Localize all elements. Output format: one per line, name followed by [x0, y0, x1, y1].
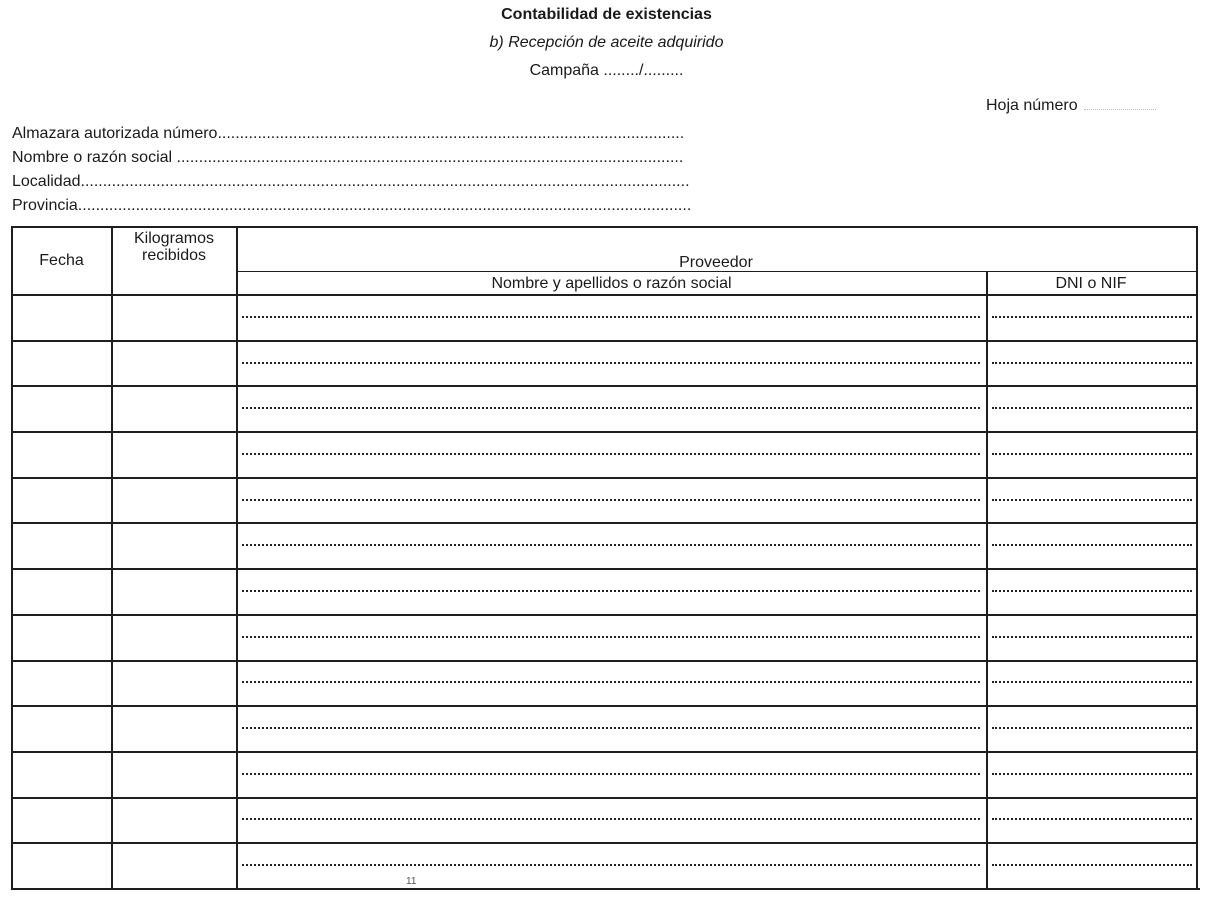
row-nombre-dotted-line[interactable]	[242, 316, 980, 318]
row-nombre-dotted-line[interactable]	[242, 590, 980, 592]
row-dni-dotted-line[interactable]	[992, 407, 1192, 409]
row-dni-dotted-line[interactable]	[992, 590, 1192, 592]
row-divider	[11, 568, 1196, 570]
row-nombre-dotted-line[interactable]	[242, 773, 980, 775]
header-divider-bottom	[11, 294, 1196, 296]
field-localidad[interactable]: Localidad.........................................................................................................................................	[12, 173, 690, 190]
row-nombre-dotted-line[interactable]	[242, 544, 980, 546]
row-divider	[11, 385, 1196, 387]
divider-fecha-kg	[111, 226, 113, 888]
row-divider	[11, 431, 1196, 433]
row-nombre-dotted-line[interactable]	[242, 407, 980, 409]
row-nombre-dotted-line[interactable]	[242, 681, 980, 683]
row-dni-dotted-line[interactable]	[992, 453, 1192, 455]
header-fecha: Fecha	[39, 252, 84, 269]
row-nombre-dotted-line[interactable]	[242, 499, 980, 501]
row-divider	[11, 522, 1196, 524]
row-divider	[11, 705, 1196, 707]
divider-kg-proveedor	[236, 226, 238, 888]
row-nombre-dotted-line[interactable]	[242, 362, 980, 364]
divider-nombre-dni	[986, 271, 988, 888]
row-nombre-dotted-line[interactable]	[242, 818, 980, 820]
row-nombre-dotted-line[interactable]	[242, 636, 980, 638]
header-divider-proveedor	[236, 271, 1196, 272]
row-nombre-dotted-line[interactable]	[242, 727, 980, 729]
row-dni-dotted-line[interactable]	[992, 362, 1192, 364]
sheet-number-label: Hoja número	[986, 97, 1078, 114]
header-kilogramos-line1: Kilogramos	[133, 230, 215, 247]
sheet-number	[986, 97, 1156, 115]
row-divider	[11, 797, 1196, 799]
row-dni-dotted-line[interactable]	[992, 681, 1192, 683]
table-border-right	[1196, 226, 1198, 890]
header-dni: DNI o NIF	[1055, 275, 1127, 292]
field-almazara[interactable]: Almazara autorizada número.........................................................................................................	[12, 125, 685, 142]
document-subtitle: b) Recepción de aceite adquirido	[489, 34, 724, 51]
sheet-number-blank[interactable]	[1084, 97, 1156, 110]
row-dni-dotted-line[interactable]	[992, 773, 1192, 775]
row-dni-dotted-line[interactable]	[992, 544, 1192, 546]
row-dni-dotted-line[interactable]	[992, 818, 1192, 820]
document-title: Contabilidad de existencias	[501, 6, 712, 23]
row-dni-dotted-line[interactable]	[992, 864, 1192, 866]
row-dni-dotted-line[interactable]	[992, 316, 1192, 318]
row-divider	[11, 751, 1196, 753]
header-proveedor: Proveedor	[679, 254, 753, 271]
table-border-top	[11, 226, 1196, 228]
row-divider	[11, 660, 1196, 662]
row-divider	[11, 340, 1196, 342]
table-border-bottom	[11, 888, 1200, 890]
footer-mark: 11	[406, 876, 417, 887]
header-nombre: Nombre y apellidos o razón social	[491, 275, 732, 292]
row-dni-dotted-line[interactable]	[992, 636, 1192, 638]
row-dni-dotted-line[interactable]	[992, 727, 1192, 729]
row-divider	[11, 614, 1196, 616]
header-kilogramos	[112, 230, 236, 264]
header-kilogramos-line2: recibidos	[141, 247, 207, 264]
row-nombre-dotted-line[interactable]	[242, 453, 980, 455]
campaign-line: Campaña ......../.........	[529, 62, 684, 79]
field-provincia[interactable]: Provincia..........................................................................................................................................	[12, 197, 692, 214]
row-divider	[11, 477, 1196, 479]
row-nombre-dotted-line[interactable]	[242, 864, 980, 866]
row-dni-dotted-line[interactable]	[992, 499, 1192, 501]
field-nombre-razon-social[interactable]: Nombre o razón social ..................................................................................................................	[12, 149, 684, 166]
row-divider	[11, 842, 1196, 844]
table-border-left	[11, 226, 13, 890]
